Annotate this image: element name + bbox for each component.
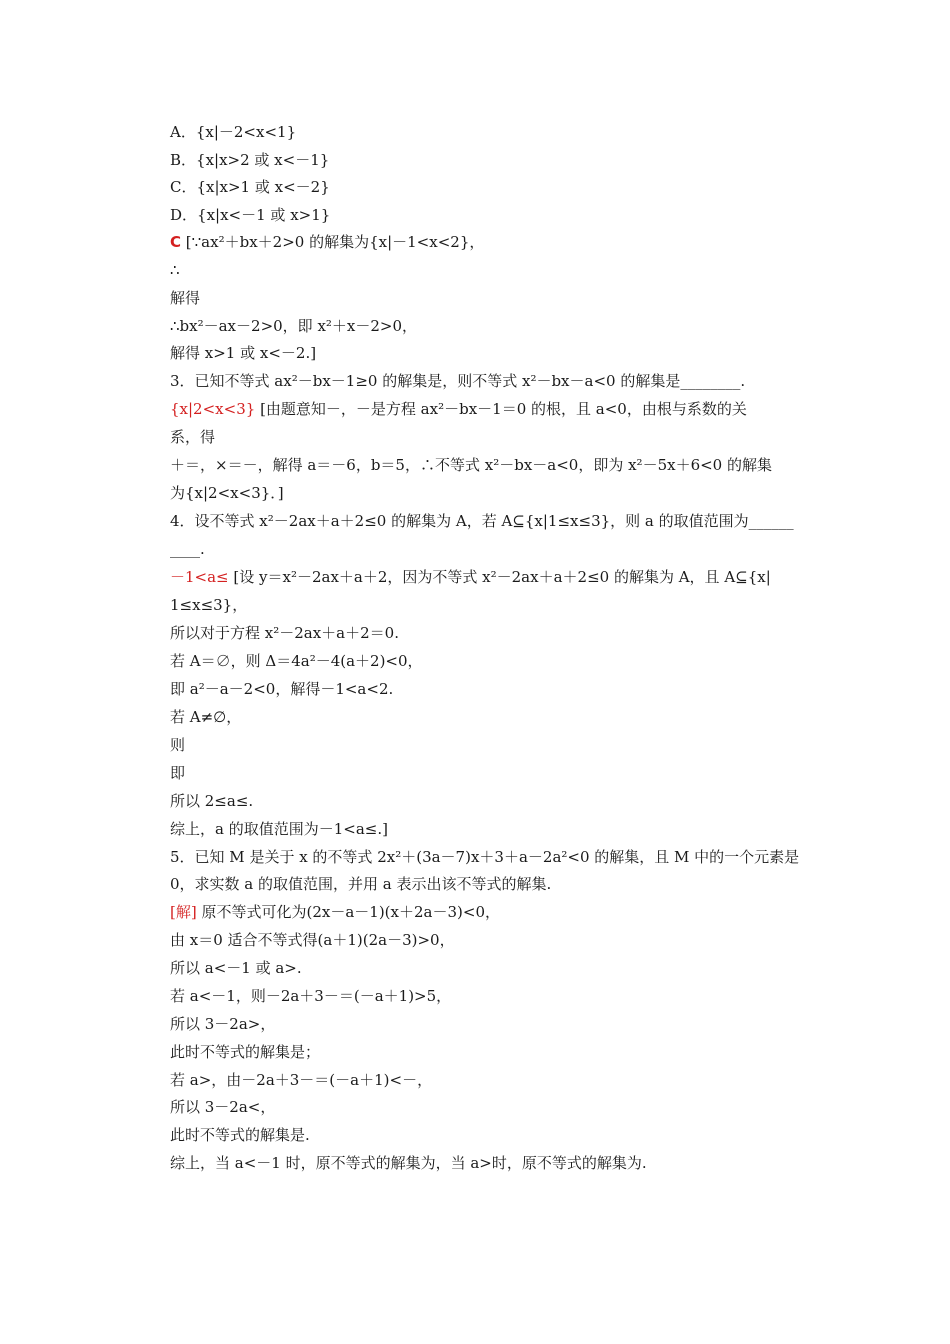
text-line: 则	[170, 736, 186, 754]
option-a: A．{x|－2<x<1}	[170, 123, 297, 141]
answer-4-line	[170, 567, 771, 587]
text-line: 解得	[170, 289, 201, 307]
solution-label: [解]	[170, 903, 197, 921]
option-d: D．{x|x<－1 或 x>1}	[170, 206, 331, 224]
answer-text: [∵ax²＋bx＋2>0 的解集为{x|－1<x<2}，	[181, 233, 485, 251]
text-line: 所以 2≤a≤.	[170, 792, 254, 810]
answer-text: [由题意知－，－是方程 ax²－bx－1＝0 的根，且 a<0，由根与系数的关	[255, 400, 747, 418]
text-line: ∴	[170, 261, 180, 279]
text-line: 所以 3－2a>，	[170, 1015, 276, 1033]
text-line: ∴bx²－ax－2>0，即 x²＋x－2>0，	[170, 317, 418, 335]
text-line: 此时不等式的解集是.	[170, 1126, 310, 1144]
text-line: 所以对于方程 x²－2ax＋a＋2＝0.	[170, 624, 399, 642]
text-line: 系，得	[170, 428, 216, 446]
text-line: 由 x＝0 适合不等式得(a＋1)(2a－3)>0，	[170, 931, 455, 949]
question-4: 4．设不等式 x²－2ax＋a＋2≤0 的解集为 A，若 A⊆{x|1≤x≤3}，则 a 的取值范围为______	[170, 512, 794, 530]
answer-text: [设 y＝x²－2ax＋a＋2，因为不等式 x²－2ax＋a＋2≤0 的解集为 A，且 A⊆{x|	[228, 568, 771, 586]
text-line: 所以 a<－1 或 a>.	[170, 959, 302, 977]
solution-line	[170, 902, 500, 922]
answer-2-line	[170, 232, 484, 252]
answer-key: {x|2<x<3}	[170, 400, 256, 418]
text-line: 若 A＝∅，则 Δ＝4a²－4(a＋2)<0，	[170, 652, 423, 670]
option-b: B．{x|x>2 或 x<－1}	[170, 151, 330, 169]
text-line: 若 a<－1，则－2a＋3－＝(－a＋1)>5，	[170, 987, 452, 1005]
text-line: ____.	[170, 540, 205, 558]
answer-3-line	[170, 399, 747, 419]
text-line: 即 a²－a－2<0，解得－1<a<2.	[170, 680, 394, 698]
text-line: 解得 x>1 或 x<－2.]	[170, 344, 317, 362]
text-line: 若 A≠∅，	[170, 708, 242, 726]
text-line: 若 a>，由－2a＋3－＝(－a＋1)<－，	[170, 1071, 433, 1089]
answer-key: －1<a≤	[170, 568, 229, 586]
text-line: 为{x|2<x<3}．]	[170, 484, 284, 502]
text-line: 综上，a 的取值范围为－1<a≤.]	[170, 820, 388, 838]
text-line: 1≤x≤3}，	[170, 596, 248, 614]
text-line: 0，求实数 a 的取值范围，并用 a 表示出该不等式的解集.	[170, 875, 552, 893]
question-5: 5．已知 M 是关于 x 的不等式 2x²＋(3a－7)x＋3＋a－2a²<0 的解集，且 M 中的一个元素是	[170, 848, 800, 866]
question-3: 3．已知不等式 ax²－bx－1≥0 的解集是，则不等式 x²－bx－a<0 的解集是________.	[170, 372, 746, 390]
solution-text: 原不等式可化为(2x－a－1)(x＋2a－3)<0，	[196, 903, 500, 921]
text-line: 即	[170, 764, 186, 782]
text-line: 所以 3－2a<，	[170, 1098, 276, 1116]
answer-key: C	[170, 233, 182, 251]
text-line: ＋＝，×＝－，解得 a＝－6，b＝5，∴不等式 x²－bx－a<0，即为 x²－5x＋6<0 的解集	[170, 456, 772, 474]
text-line: 此时不等式的解集是；	[170, 1043, 321, 1061]
option-c: C．{x|x>1 或 x<－2}	[170, 178, 330, 196]
text-line: 综上，当 a<－1 时，原不等式的解集为，当 a>时，原不等式的解集为.	[170, 1154, 647, 1172]
